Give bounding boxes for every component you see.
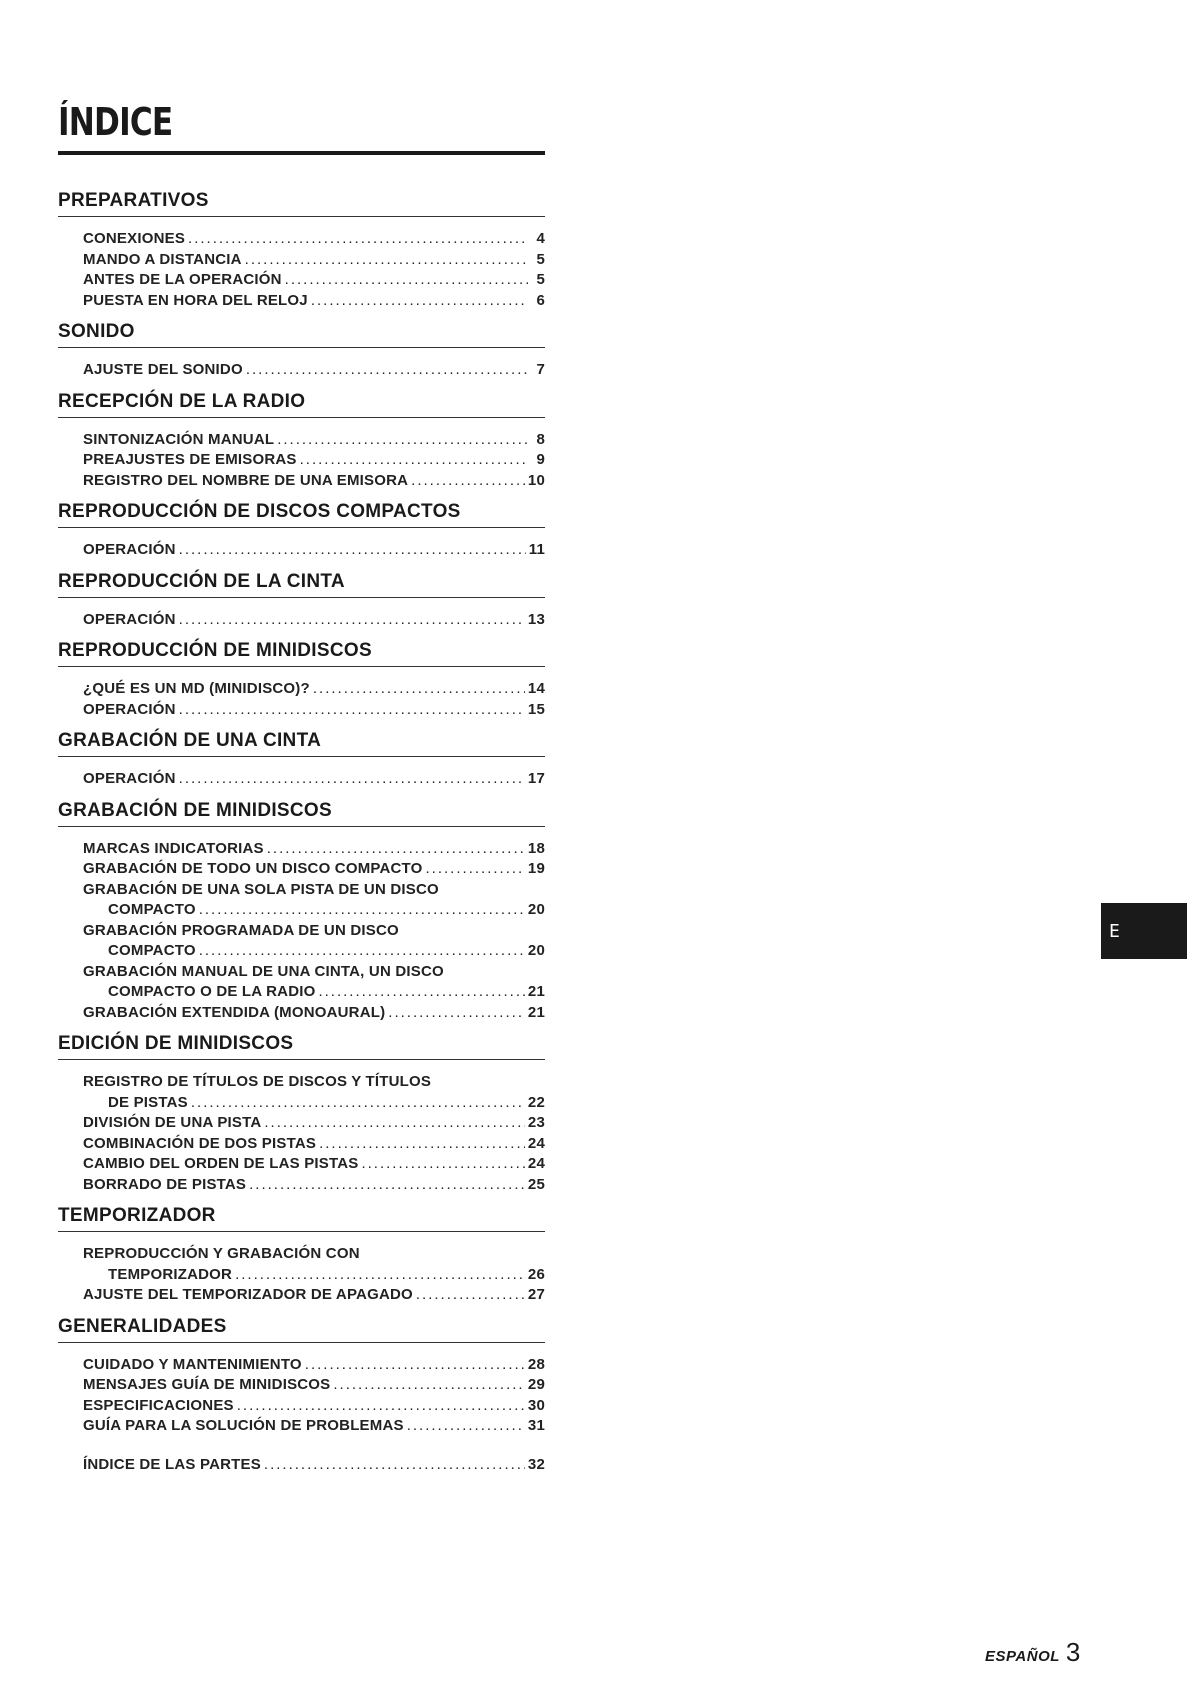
toc-entry-text: GRABACIÓN PROGRAMADA DE UN DISCO — [83, 921, 399, 939]
toc-entry-line — [83, 270, 545, 291]
toc-entry-text: DE PISTAS — [108, 1093, 188, 1111]
dot-leader — [237, 1396, 525, 1417]
section-entries — [83, 540, 545, 561]
section-heading: REPRODUCCIÓN DE DISCOS COMPACTOS — [58, 501, 545, 528]
section-entries — [83, 1355, 545, 1437]
dot-leader — [246, 360, 528, 381]
toc-entry — [83, 859, 545, 880]
toc-entry-line — [83, 982, 545, 1003]
toc-entry — [83, 679, 545, 700]
toc-entry-line — [83, 229, 545, 250]
section-entries — [83, 679, 545, 720]
toc-entry-text: REGISTRO DE TÍTULOS DE DISCOS Y TÍTULOS — [83, 1073, 432, 1090]
toc-entry-text: ÍNDICE DE LAS PARTES — [83, 1455, 261, 1473]
toc-entry-text: ANTES DE LA OPERACIÓN — [83, 271, 282, 288]
toc-entry-text: OPERACIÓN — [83, 610, 176, 628]
language-tab: E — [1101, 903, 1187, 959]
toc-entry — [83, 360, 545, 381]
toc-entry-line — [83, 839, 545, 860]
toc-entry-text: BORRADO DE PISTAS — [83, 1175, 247, 1193]
toc-entry — [83, 270, 545, 291]
toc-entry-line — [83, 1285, 545, 1306]
toc-entry-text: GRABACIÓN DE UNA SOLA PISTA DE UN DISCO — [83, 880, 439, 898]
toc-entry-page: 20 — [527, 942, 545, 959]
toc-section — [58, 391, 545, 492]
toc-entry — [83, 1285, 545, 1306]
section-entries — [83, 769, 545, 790]
dot-leader — [264, 1455, 525, 1476]
toc-entry-page: 24 — [527, 1155, 545, 1172]
toc-entry-text: REGISTRO DEL NOMBRE DE UNA EMISORA — [83, 471, 409, 489]
toc-entry-page: 4 — [536, 230, 545, 247]
toc-entry-page: 20 — [527, 901, 545, 918]
toc-entry-text: ¿QUÉ ES UN MD (MINIDISCO)? — [83, 680, 310, 697]
toc-entry-page: 22 — [527, 1093, 545, 1111]
toc-entry-page: 23 — [527, 1114, 545, 1131]
toc-entry-line — [83, 1093, 545, 1114]
toc-entry — [83, 1072, 545, 1113]
toc-entry — [83, 1154, 545, 1175]
toc-entry-line — [83, 450, 545, 471]
toc-entry — [83, 700, 545, 721]
toc-entry-text: CAMBIO DEL ORDEN DE LAS PISTAS — [83, 1155, 359, 1172]
toc-entry-line — [83, 900, 545, 921]
toc-entry — [83, 1355, 545, 1376]
toc-entry-line — [83, 859, 545, 880]
page-title: ÍNDICE — [58, 100, 173, 144]
dot-leader — [411, 471, 525, 492]
toc-entry-page: 10 — [527, 471, 545, 489]
toc-entry-line — [83, 769, 545, 790]
toc-entry-line — [83, 1355, 545, 1376]
toc-entry — [83, 450, 545, 471]
toc-entry-page: 27 — [527, 1286, 545, 1303]
toc-entry-line — [83, 921, 545, 942]
footer-page-number: 3 — [1065, 1637, 1081, 1667]
toc-entry-line — [83, 1113, 545, 1134]
toc-entry — [83, 921, 545, 962]
toc-entry-text: ESPECIFICACIONES — [83, 1396, 234, 1414]
toc-entry-page: 17 — [527, 770, 545, 787]
toc-entry-text: REPRODUCCIÓN Y GRABACIÓN CON — [83, 1245, 360, 1262]
toc-entry-line — [83, 1175, 545, 1196]
toc-entry — [83, 962, 545, 1003]
toc-section — [58, 190, 545, 311]
toc-entry-line — [83, 1455, 545, 1476]
section-heading: RECEPCIÓN DE LA RADIO — [58, 391, 545, 418]
toc-entry — [83, 471, 545, 492]
section-entries — [83, 430, 545, 492]
section-entries — [83, 360, 545, 381]
toc-entry — [83, 1113, 545, 1134]
toc-entry-page: 6 — [536, 291, 545, 309]
dot-leader — [318, 982, 524, 1003]
toc-section — [58, 501, 545, 561]
dot-leader — [313, 679, 525, 700]
section-heading: SONIDO — [58, 321, 545, 348]
toc-entry-page: 21 — [527, 983, 545, 1000]
dot-leader — [235, 1265, 525, 1286]
toc-entry-page: 21 — [527, 1003, 545, 1021]
dot-leader — [179, 610, 525, 631]
toc-entry-page: 5 — [536, 271, 545, 288]
toc-section — [58, 800, 545, 1024]
dot-leader — [179, 769, 525, 790]
section-heading: TEMPORIZADOR — [58, 1205, 545, 1232]
toc-entry-text: GRABACIÓN EXTENDIDA (MONOAURAL) — [83, 1003, 386, 1021]
dot-leader — [333, 1375, 525, 1396]
dot-leader — [249, 1175, 525, 1196]
toc-entry — [83, 229, 545, 250]
toc-entry-line — [83, 1375, 545, 1396]
toc-entry — [83, 610, 545, 631]
toc-entry-page: 32 — [527, 1455, 545, 1473]
toc-entry — [83, 291, 545, 312]
dot-leader — [426, 859, 525, 880]
toc-entry-line — [83, 880, 545, 901]
toc-entry-line — [83, 1154, 545, 1175]
toc-entry-text: DIVISIÓN DE UNA PISTA — [83, 1114, 262, 1131]
toc-entry-text: MANDO A DISTANCIA — [83, 250, 242, 268]
toc-entry-text: COMPACTO — [108, 942, 196, 959]
toc-entry-page: 29 — [527, 1376, 545, 1393]
toc-entry-line — [83, 941, 545, 962]
toc-entry-page: 11 — [528, 541, 545, 558]
dot-leader — [311, 291, 528, 312]
toc-section — [58, 321, 545, 381]
toc-entry — [83, 1375, 545, 1396]
section-heading: EDICIÓN DE MINIDISCOS — [58, 1033, 545, 1060]
section-heading: GRABACIÓN DE UNA CINTA — [58, 730, 545, 757]
toc-entry-page: 24 — [527, 1134, 545, 1152]
toc-entry-page: 13 — [527, 610, 545, 628]
toc-entry-page: 30 — [527, 1396, 545, 1414]
toc-entry-line — [83, 1396, 545, 1417]
toc-entry-text: GUÍA PARA LA SOLUCIÓN DE PROBLEMAS — [83, 1417, 404, 1434]
toc-entry — [83, 1003, 545, 1024]
toc-entry-line — [83, 430, 545, 451]
dot-leader — [267, 839, 525, 860]
toc-entry-line — [83, 360, 545, 381]
toc-entry-text: GRABACIÓN MANUAL DE UNA CINTA, UN DISCO — [83, 962, 444, 980]
toc-entry-text: GRABACIÓN DE TODO UN DISCO COMPACTO — [83, 860, 423, 877]
toc-entry-text: SINTONIZACIÓN MANUAL — [83, 430, 275, 448]
section-heading: GENERALIDADES — [58, 1316, 545, 1343]
toc-entry — [83, 880, 545, 921]
title-rule — [58, 151, 545, 155]
dot-leader — [407, 1416, 525, 1437]
toc-section-extra — [58, 1455, 545, 1476]
toc-entry — [83, 250, 545, 271]
toc-entry-page: 28 — [527, 1355, 545, 1373]
toc-entry-line — [83, 250, 545, 271]
toc-entry-text: COMPACTO O DE LA RADIO — [108, 983, 316, 1000]
page-footer — [985, 1637, 1080, 1668]
section-entries — [83, 1244, 545, 1306]
toc-entry — [83, 1134, 545, 1155]
dot-leader — [300, 450, 528, 471]
footer-language-label: ESPAÑOL — [985, 1648, 1060, 1665]
toc-section — [58, 640, 545, 720]
toc-section — [58, 1205, 545, 1306]
toc-entry-text: OPERACIÓN — [83, 770, 176, 787]
section-heading: GRABACIÓN DE MINIDISCOS — [58, 800, 545, 827]
toc-entry — [83, 839, 545, 860]
toc-entry — [83, 1244, 545, 1285]
toc-entry-line — [83, 700, 545, 721]
dot-leader — [277, 430, 528, 451]
section-entries — [83, 229, 545, 311]
dot-leader — [388, 1003, 525, 1024]
toc-entry — [83, 540, 545, 561]
dot-leader — [264, 1113, 525, 1134]
toc-entry-page: 15 — [527, 700, 545, 718]
toc-entry-line — [83, 1072, 545, 1093]
toc-entry — [83, 430, 545, 451]
toc-entry-line — [83, 679, 545, 700]
toc-section — [58, 1033, 545, 1195]
toc-entry-line — [83, 610, 545, 631]
toc-entry-line — [83, 962, 545, 983]
toc-entry-line — [83, 1416, 545, 1437]
dot-leader — [319, 1134, 525, 1155]
toc-entry-line — [83, 540, 545, 561]
toc-entry-text: AJUSTE DEL TEMPORIZADOR DE APAGADO — [83, 1286, 413, 1303]
toc-entry-text: COMBINACIÓN DE DOS PISTAS — [83, 1134, 317, 1152]
table-of-contents — [58, 190, 545, 1485]
section-entries — [83, 839, 545, 1024]
toc-entry — [83, 1455, 545, 1476]
toc-entry-line — [83, 1265, 545, 1286]
section-entries — [83, 1072, 545, 1195]
toc-entry-text: OPERACIÓN — [83, 541, 176, 558]
section-entries — [83, 1455, 545, 1476]
toc-entry-text: MENSAJES GUÍA DE MINIDISCOS — [83, 1376, 331, 1393]
toc-entry-line — [83, 291, 545, 312]
dot-leader — [179, 700, 525, 721]
toc-entry-page: 26 — [527, 1265, 545, 1283]
dot-leader — [245, 250, 528, 271]
toc-entry-line — [83, 1244, 545, 1265]
toc-entry — [83, 769, 545, 790]
section-heading: PREPARATIVOS — [58, 190, 545, 217]
dot-leader — [285, 270, 528, 291]
toc-entry-line — [83, 1134, 545, 1155]
toc-entry-page: 5 — [536, 250, 545, 268]
toc-section — [58, 730, 545, 790]
toc-entry-page: 19 — [527, 860, 545, 877]
dot-leader — [188, 229, 528, 250]
toc-entry-line — [83, 1003, 545, 1024]
toc-entry-text: AJUSTE DEL SONIDO — [83, 361, 243, 378]
dot-leader — [199, 941, 525, 962]
toc-entry — [83, 1416, 545, 1437]
toc-entry-text: CUIDADO Y MANTENIMIENTO — [83, 1355, 302, 1373]
toc-entry-page: 7 — [536, 361, 545, 378]
toc-entry-line — [83, 471, 545, 492]
dot-leader — [416, 1285, 525, 1306]
dot-leader — [179, 540, 526, 561]
toc-entry — [83, 1396, 545, 1417]
dot-leader — [199, 900, 525, 921]
dot-leader — [361, 1154, 524, 1175]
toc-section — [58, 571, 545, 631]
toc-entry-page: 25 — [527, 1175, 545, 1193]
toc-entry — [83, 1175, 545, 1196]
dot-leader — [191, 1093, 525, 1114]
section-heading: REPRODUCCIÓN DE MINIDISCOS — [58, 640, 545, 667]
toc-entry-page: 14 — [527, 680, 545, 697]
toc-entry-text: PUESTA EN HORA DEL RELOJ — [83, 291, 308, 309]
toc-entry-text: CONEXIONES — [83, 230, 186, 247]
toc-entry-page: 8 — [536, 430, 545, 448]
dot-leader — [305, 1355, 525, 1376]
toc-entry-page: 18 — [527, 839, 545, 857]
toc-entry-text: TEMPORIZADOR — [108, 1265, 233, 1283]
toc-section — [58, 1316, 545, 1437]
toc-entry-page: 31 — [527, 1417, 545, 1434]
toc-entry-text: COMPACTO — [108, 901, 196, 918]
toc-entry-text: PREAJUSTES DE EMISORAS — [83, 451, 297, 468]
section-heading: REPRODUCCIÓN DE LA CINTA — [58, 571, 545, 598]
toc-entry-page: 9 — [536, 451, 545, 468]
toc-entry-text: MARCAS INDICATORIAS — [83, 839, 264, 857]
toc-entry-text: OPERACIÓN — [83, 700, 176, 718]
section-entries — [83, 610, 545, 631]
